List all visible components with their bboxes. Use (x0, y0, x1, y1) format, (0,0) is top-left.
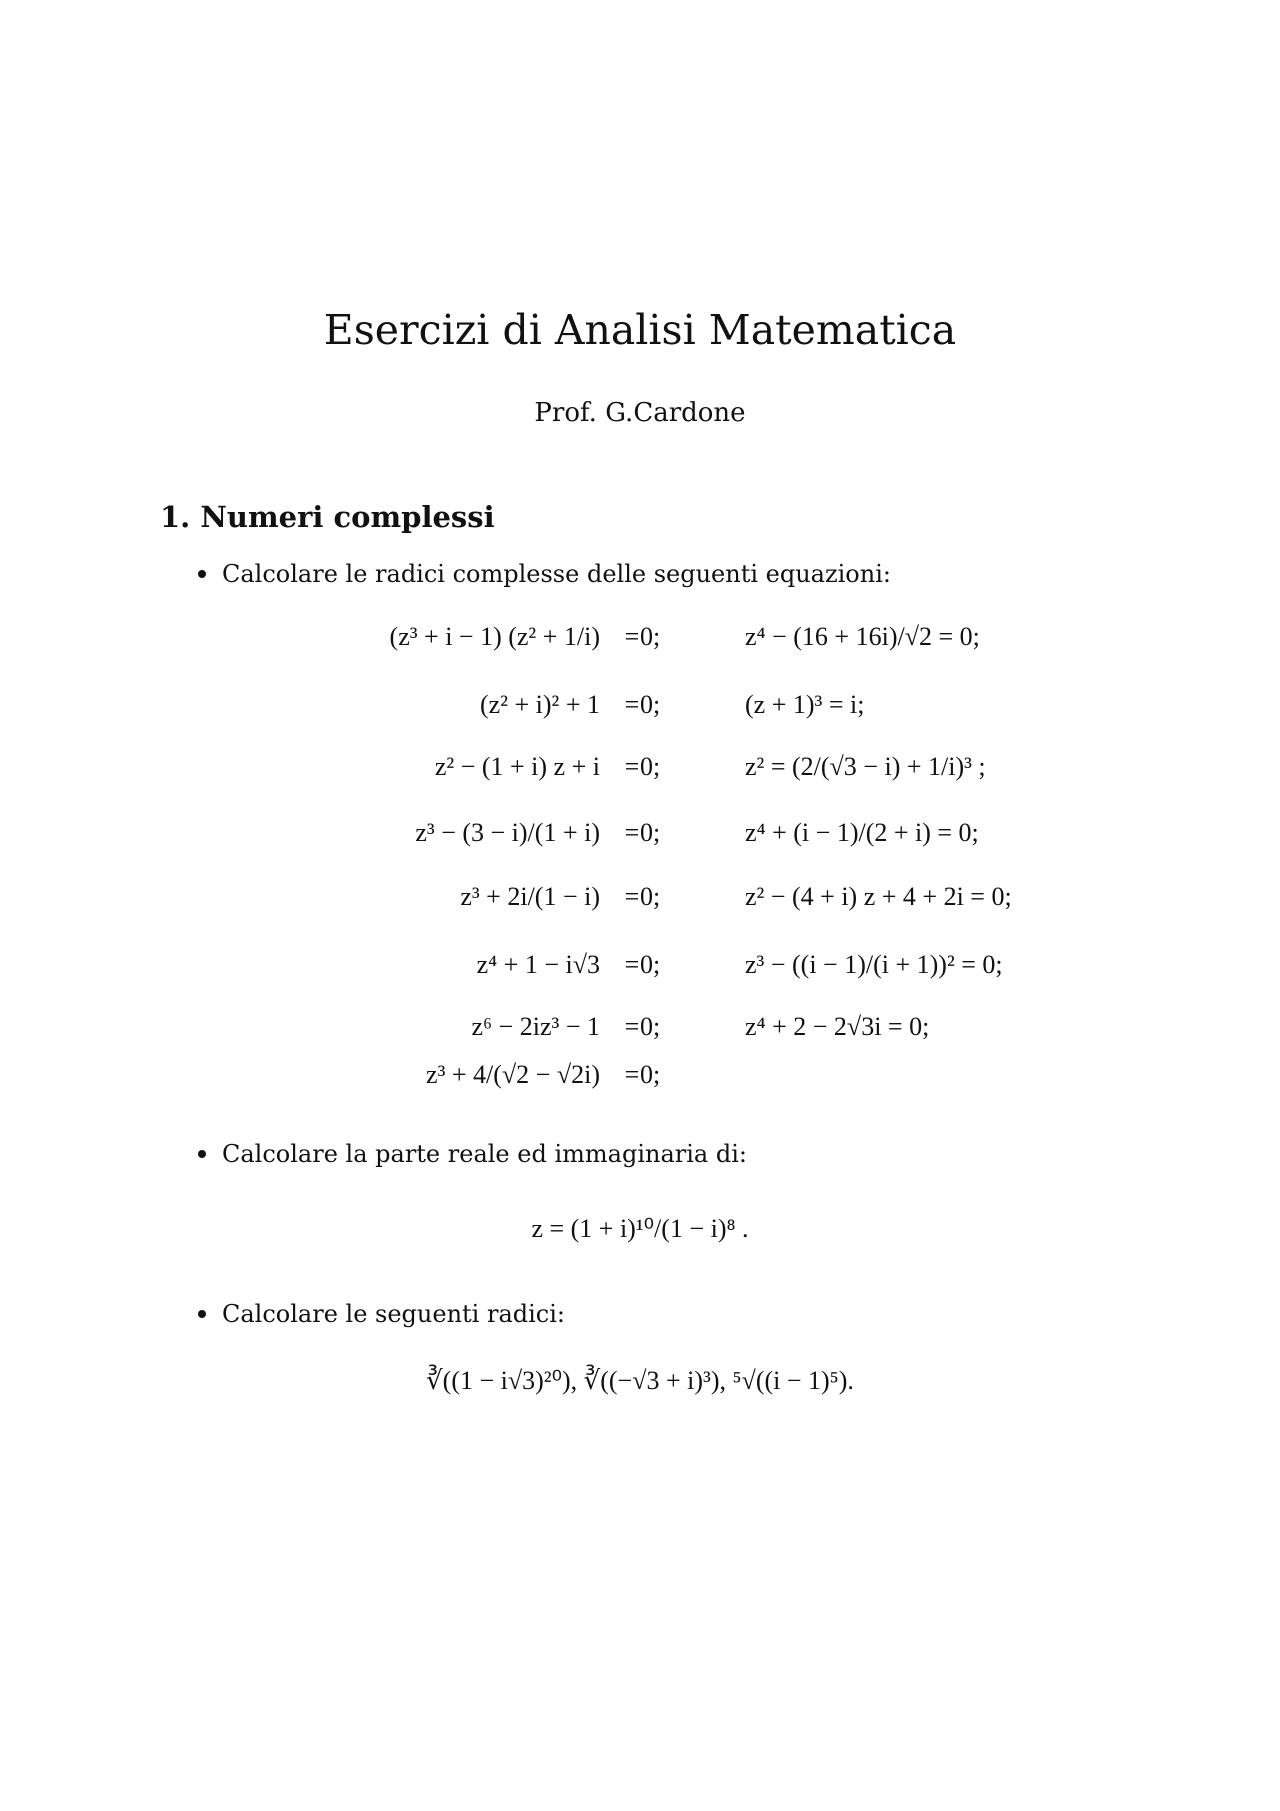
document-title: Esercizi di Analisi Matematica (323, 306, 957, 354)
real-imag-expression: z = (1 + i)¹⁰/(1 − i)⁸ . (531, 1214, 749, 1243)
bullet-item (198, 1300, 565, 1328)
equation-right: z⁴ + 2 − 2√3i = 0; (745, 1012, 930, 1041)
equation-lhs: z⁶ − 2iz³ − 1 (471, 1012, 600, 1041)
equation-rhs: 0; (640, 1012, 661, 1041)
bullet-icon (198, 1310, 206, 1318)
equation-rhs: 0; (640, 818, 661, 847)
equation-right: z⁴ + (i − 1)/(2 + i) = 0; (745, 818, 979, 847)
equation-lhs: z⁴ + 1 − i√3 (476, 950, 600, 979)
equation-right: z³ − ((i − 1)/(i + 1))² = 0; (745, 950, 1003, 979)
equation-lhs: z² − (1 + i) z + i (434, 752, 600, 781)
equals-sign: = (624, 1060, 640, 1089)
equation-rhs: 0; (640, 950, 661, 979)
equation-rhs: 0; (640, 622, 661, 651)
equals-sign: = (624, 752, 640, 781)
equation-right: z² = (2/(√3 − i) + 1/i)³ ; (745, 752, 986, 781)
bullet-item (198, 1140, 747, 1168)
equation-right: z² − (4 + i) z + 4 + 2i = 0; (745, 882, 1012, 911)
equation-right: (z + 1)³ = i; (745, 690, 865, 719)
equation-rhs: 0; (640, 752, 661, 781)
equals-sign: = (624, 818, 640, 847)
equation-lhs: z³ + 2i/(1 − i) (460, 882, 600, 911)
equals-sign: = (624, 690, 640, 719)
bullet-text: Calcolare la parte reale ed immaginaria di: (222, 1140, 747, 1168)
equals-sign: = (624, 622, 640, 651)
equals-sign: = (624, 1012, 640, 1041)
section-heading: 1. Numeri complessi (160, 500, 495, 534)
equation-rhs: 0; (640, 690, 661, 719)
equation-lhs: z³ − (3 − i)/(1 + i) (415, 818, 600, 847)
equation-lhs: z³ + 4/(√2 − √2i) (426, 1060, 600, 1089)
equals-sign: = (624, 882, 640, 911)
equation-rhs: 0; (640, 882, 661, 911)
equals-sign: = (624, 950, 640, 979)
bullet-text: Calcolare le seguenti radici: (222, 1300, 566, 1328)
equation-lhs: (z² + i)² + 1 (480, 690, 600, 719)
equation-rhs: 0; (640, 1060, 661, 1089)
equation-right: z⁴ − (16 + 16i)/√2 = 0; (745, 622, 980, 651)
document-author: Prof. G.Cardone (534, 398, 746, 428)
equation-lhs: (z³ + i − 1) (z² + 1/i) (389, 622, 600, 651)
roots-expression: ∛((1 − i√3)²⁰), ∛((−√3 + i)³), ⁵√((i − 1)⁵). (426, 1366, 854, 1395)
bullet-icon (198, 1150, 206, 1158)
bullet-text: Calcolare le radici complesse delle seguenti equazioni: (222, 560, 891, 588)
